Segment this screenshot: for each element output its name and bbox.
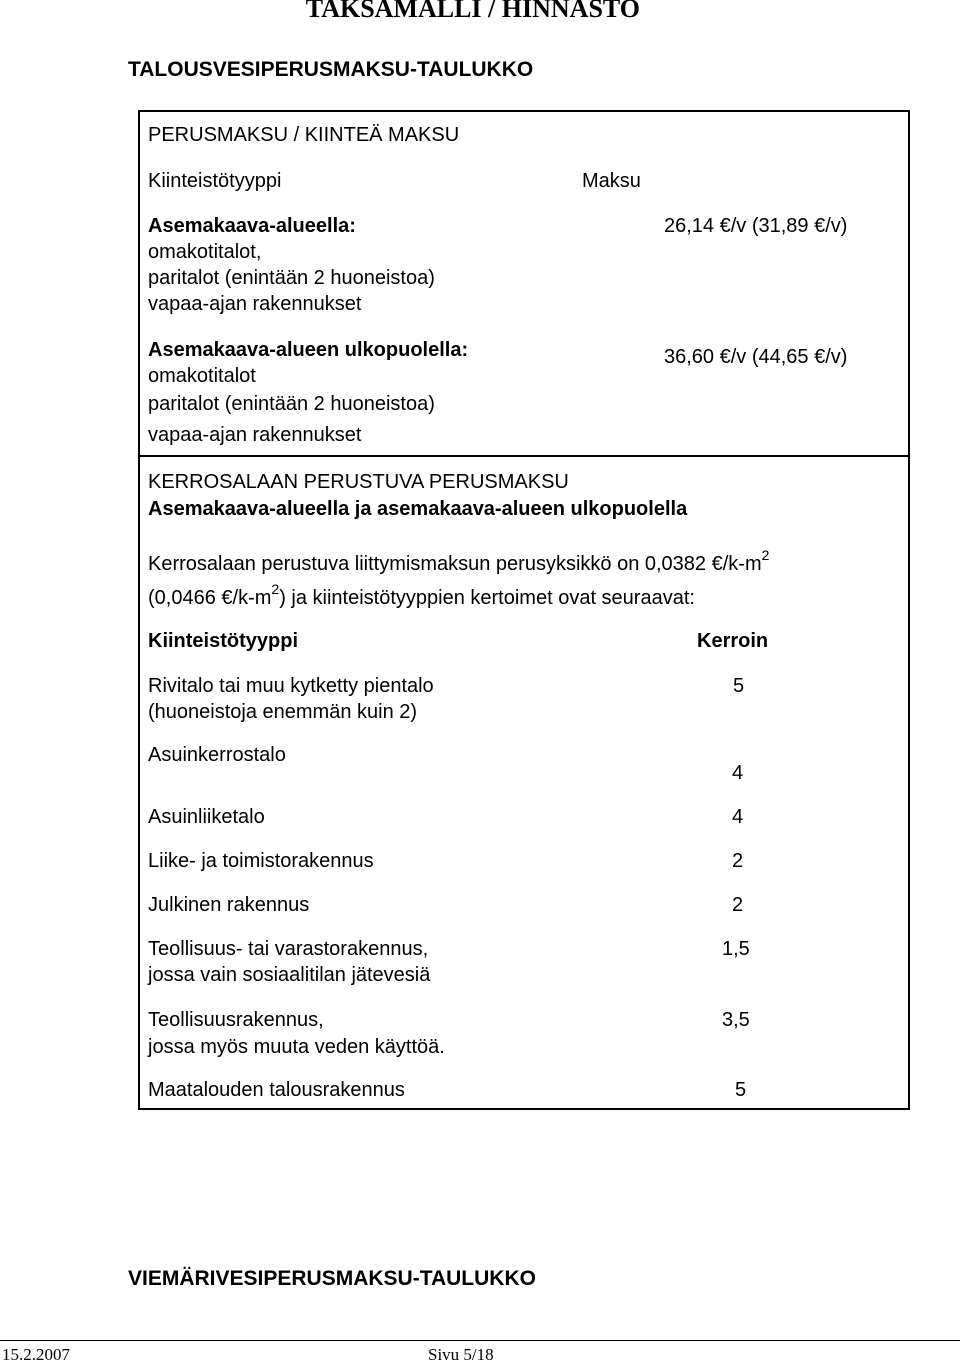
row-type: Rivitalo tai muu kytketty pientalo bbox=[148, 675, 434, 697]
area-col-factor-header: Kerroin bbox=[697, 630, 769, 652]
row-factor: 3,5 bbox=[722, 1009, 750, 1031]
row-factor: 2 bbox=[732, 850, 744, 872]
table-divider bbox=[138, 455, 910, 457]
group2-fee: 36,60 €/v (44,65 €/v) bbox=[664, 346, 848, 368]
basic-col-type-header: Kiinteistötyyppi bbox=[148, 170, 282, 192]
group2-line: vapaa-ajan rakennukset bbox=[148, 424, 362, 446]
row-factor: 4 bbox=[732, 762, 744, 784]
row-type-line2: jossa myös muuta veden käyttöä. bbox=[148, 1036, 445, 1058]
area-desc-text: Kerrosalaan perustuva liittymismaksun perusyksikkö on 0,0382 €/k-m bbox=[148, 553, 762, 575]
row-factor: 1,5 bbox=[722, 938, 750, 960]
group1-title: Asemakaava-alueella: bbox=[148, 215, 356, 237]
group2-line: omakotitalot bbox=[148, 365, 256, 387]
area-col-type-header: Kiinteistötyyppi bbox=[148, 630, 299, 652]
area-description-line1 bbox=[148, 547, 770, 577]
basic-fee-heading: PERUSMAKSU / KIINTEÄ MAKSU bbox=[148, 124, 460, 146]
row-factor: 5 bbox=[735, 1079, 747, 1101]
area-desc-sup: 2 bbox=[761, 547, 770, 564]
row-type: Julkinen rakennus bbox=[148, 894, 310, 916]
row-type: Asuinliiketalo bbox=[148, 806, 265, 828]
row-factor: 2 bbox=[732, 894, 744, 916]
area-desc-text: ) ja kiinteistötyyppien kertoimet ovat seuraavat: bbox=[279, 587, 695, 609]
row-type: Asuinkerrostalo bbox=[148, 744, 286, 766]
section-title-water: TALOUSVESIPERUSMAKSU-TAULUKKO bbox=[128, 58, 534, 81]
table-right-border-notch bbox=[908, 110, 910, 156]
basic-col-fee-header: Maksu bbox=[582, 170, 641, 192]
row-type: Teollisuusrakennus, bbox=[148, 1009, 324, 1031]
section-title-sewer: VIEMÄRIVESIPERUSMAKSU-TAULUKKO bbox=[128, 1267, 536, 1290]
group1-line: paritalot (enintään 2 huoneistoa) bbox=[148, 267, 435, 289]
footer-page-number: Sivu 5/18 bbox=[428, 1345, 494, 1364]
row-type: Liike- ja toimistorakennus bbox=[148, 850, 374, 872]
group1-line: omakotitalot, bbox=[148, 241, 262, 263]
row-type: Teollisuus- tai varastorakennus, bbox=[148, 938, 429, 960]
group1-fee: 26,14 €/v (31,89 €/v) bbox=[664, 215, 848, 237]
group2-title: Asemakaava-alueen ulkopuolella: bbox=[148, 339, 469, 361]
group1-line: vapaa-ajan rakennukset bbox=[148, 293, 362, 315]
row-factor: 5 bbox=[733, 675, 745, 697]
area-fee-heading: KERROSALAAN PERUSTUVA PERUSMAKSU bbox=[148, 471, 569, 493]
area-fee-subheading: Asemakaava-alueella ja asemakaava-alueen ulkopuolella bbox=[148, 498, 688, 520]
group2-line: paritalot (enintään 2 huoneistoa) bbox=[148, 393, 435, 415]
area-desc-text: (0,0466 €/k-m bbox=[148, 587, 272, 609]
area-desc-sup: 2 bbox=[271, 581, 280, 598]
footer-rule bbox=[0, 1340, 960, 1341]
row-type: Maatalouden talousrakennus bbox=[148, 1079, 405, 1101]
page-title: TAKSAMALLI / HINNASTO bbox=[305, 0, 640, 23]
area-description-line2 bbox=[148, 581, 695, 611]
row-type-line2: (huoneistoja enemmän kuin 2) bbox=[148, 701, 418, 723]
row-type-line2: jossa vain sosiaalitilan jätevesiä bbox=[148, 964, 431, 986]
row-factor: 4 bbox=[732, 806, 744, 828]
footer-date: 15.2.2007 bbox=[2, 1345, 70, 1364]
